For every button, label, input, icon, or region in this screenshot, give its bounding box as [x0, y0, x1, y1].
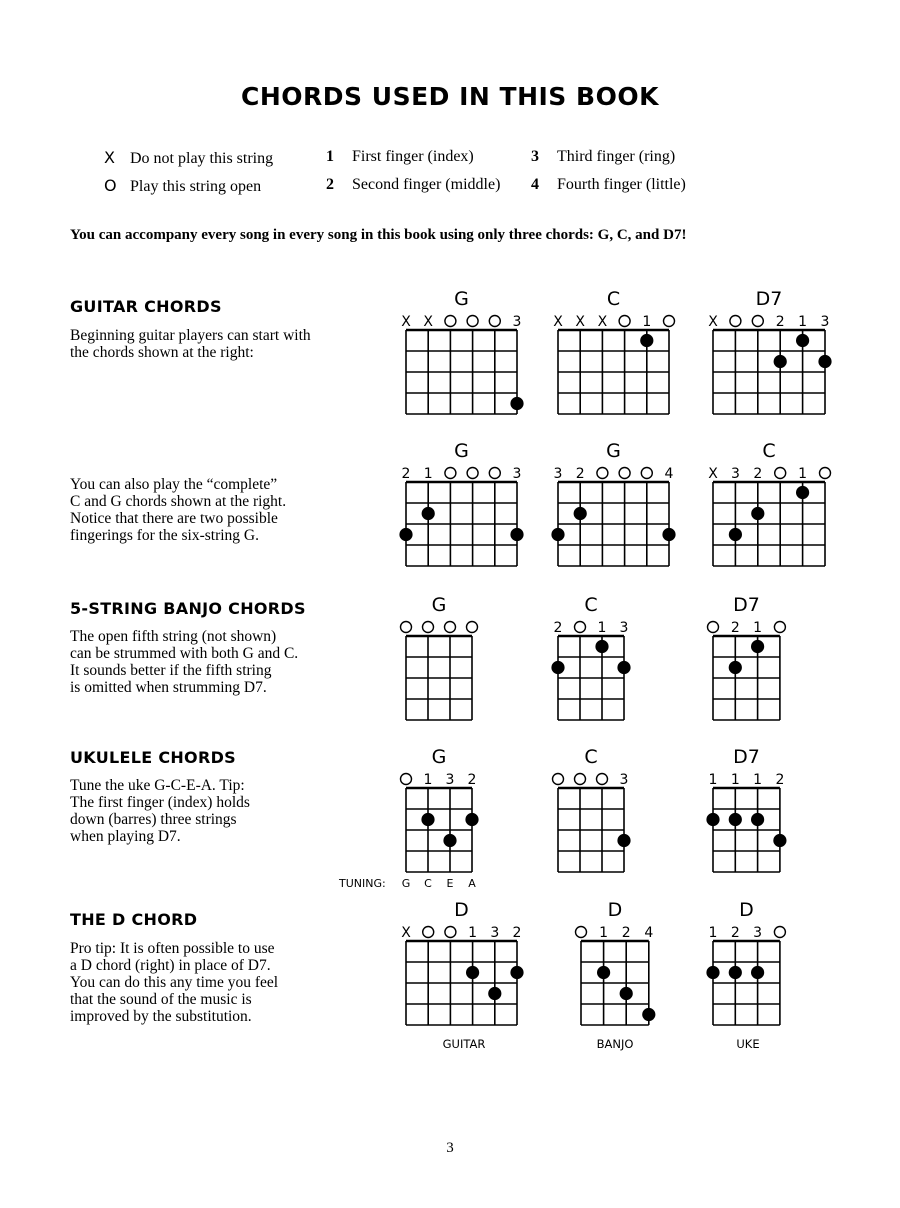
chord-name: C: [584, 594, 598, 616]
muted-string-icon: X: [401, 314, 411, 330]
muted-string-icon: X: [708, 314, 718, 330]
finger-number: 2: [621, 925, 631, 941]
finger-number: 1: [599, 925, 609, 941]
finger-number: 2: [512, 925, 522, 941]
finger-dot: [706, 813, 719, 826]
finger-dot: [796, 486, 809, 499]
instrument-caption: BANJO: [596, 1037, 634, 1051]
chord-name: C: [606, 288, 621, 310]
ukulele-tuning: [338, 877, 476, 890]
finger-dot: [574, 507, 587, 520]
finger-number: 1: [597, 620, 607, 636]
finger-number: 1: [423, 772, 433, 788]
chord-diagram-4: [551, 440, 675, 566]
finger-number: 3: [553, 466, 563, 482]
open-string-icon: [664, 316, 675, 327]
d-chord-text: Pro tip: It is often possible to use a D chord (right) in place of D7. You can do this any time you feel that the sound of the music is improved by the substitution.: [70, 940, 279, 1025]
chord-name: D: [454, 899, 469, 921]
finger-dot: [422, 507, 435, 520]
finger-dot: [595, 640, 608, 653]
finger-number: 2: [575, 466, 585, 482]
open-string-icon: [467, 622, 478, 633]
finger-dot: [488, 987, 501, 1000]
finger-dot: [729, 661, 742, 674]
chord-diagram-6: [401, 594, 478, 720]
open-string-icon: [401, 622, 412, 633]
chord-name: C: [584, 746, 598, 768]
legend-item-4: 4 Fourth finger (little): [531, 176, 686, 193]
finger-dot: [510, 528, 523, 541]
tuning-label: TUNING:: [339, 877, 386, 890]
finger-number: 2: [730, 925, 740, 941]
finger-number: 1: [642, 314, 652, 330]
finger-number: 1: [423, 466, 433, 482]
banjo-chords-text: The open fifth string (not shown) can be strummed with both G and C. It sounds better if the fifth string is omitted when strumming D7.: [70, 628, 299, 696]
muted-string-icon: X: [575, 314, 585, 330]
legend-item-1: 1 First finger (index): [326, 148, 474, 165]
finger-number: 1: [708, 925, 718, 941]
open-string-icon: [576, 927, 587, 938]
open-string-icon: [467, 316, 478, 327]
finger-number: 1: [798, 466, 808, 482]
open-string-icon: [445, 622, 456, 633]
finger-dot: [751, 813, 764, 826]
open-string-icon: [708, 622, 719, 633]
finger-number: 2: [401, 466, 411, 482]
finger-number: 3: [753, 925, 763, 941]
open-string-icon: [641, 468, 652, 479]
open-string-icon: [774, 622, 785, 633]
finger-number: 1: [730, 772, 740, 788]
finger-number: 3: [445, 772, 455, 788]
page-number: 3: [446, 1140, 454, 1156]
finger-number: 3: [619, 620, 629, 636]
finger-dot: [662, 528, 675, 541]
legend-item-3: 3 Third finger (ring): [531, 148, 676, 165]
tuning-note: C: [424, 877, 432, 890]
finger-dot: [465, 813, 478, 826]
finger-dot: [620, 987, 633, 1000]
finger-dot: [510, 966, 523, 979]
legend-item-2: 2 Second finger (middle): [326, 176, 501, 193]
finger-dot: [551, 528, 564, 541]
open-string-icon: [489, 468, 500, 479]
finger-number: 2: [775, 314, 785, 330]
open-string-icon: [597, 468, 608, 479]
finger-dot: [729, 528, 742, 541]
muted-string-icon: X: [401, 925, 411, 941]
chord-diagram-1: [553, 288, 674, 414]
banjo-chords-heading: 5-STRING BANJO CHORDS: [70, 599, 306, 618]
open-string-icon: [445, 927, 456, 938]
finger-dot: [640, 334, 653, 347]
chord-diagram-2: [708, 288, 831, 414]
muted-string-icon: X: [708, 466, 718, 482]
open-string-icon: [820, 468, 831, 479]
finger-dot: [796, 334, 809, 347]
d-chord-heading: THE D CHORD: [70, 910, 198, 929]
legend-item-x: X Do not play this string: [104, 148, 274, 167]
chord-name: D7: [755, 288, 783, 310]
finger-dot: [617, 661, 630, 674]
finger-dot: [729, 813, 742, 826]
chord-name: G: [431, 746, 447, 768]
finger-dot: [399, 528, 412, 541]
finger-number: 3: [820, 314, 830, 330]
chord-name: G: [454, 440, 469, 462]
finger-dot: [510, 397, 523, 410]
finger-number: 3: [730, 466, 740, 482]
legend-item-o: O Play this string open: [104, 176, 262, 195]
muted-string-icon: X: [597, 314, 608, 330]
finger-number: 3: [490, 925, 500, 941]
finger-dot: [421, 813, 434, 826]
open-string-icon: [575, 622, 586, 633]
chord-diagram-10: [553, 746, 631, 872]
chord-diagram-14: [706, 899, 785, 1025]
chord-diagram-11: [706, 746, 786, 872]
finger-dot: [443, 834, 456, 847]
finger-dot: [818, 355, 831, 368]
finger-dot: [642, 1008, 655, 1021]
finger-number: 2: [753, 466, 763, 482]
instrument-caption: GUITAR: [442, 1037, 486, 1051]
finger-number: 1: [468, 925, 478, 941]
chord-diagram-12: [401, 899, 523, 1025]
chord-diagram-7: [551, 594, 630, 720]
tuning-note: E: [446, 877, 454, 890]
ukulele-chords-heading: UKULELE CHORDS: [70, 748, 236, 767]
guitar-chords-text: Beginning guitar players can start with the chords shown at the right:: [70, 327, 311, 361]
open-string-icon: [730, 316, 741, 327]
chord-name: D7: [733, 746, 760, 768]
chord-name: G: [431, 594, 447, 616]
chord-diagram-13: [576, 899, 656, 1025]
finger-dot: [774, 355, 787, 368]
open-string-icon: [445, 468, 456, 479]
chord-name: G: [454, 288, 469, 310]
open-string-icon: [445, 316, 456, 327]
open-string-icon: [401, 774, 412, 785]
finger-number: 1: [753, 620, 763, 636]
open-string-icon: [774, 927, 785, 938]
open-string-icon: [553, 774, 564, 785]
open-string-icon: [619, 316, 630, 327]
instrument-caption: UKE: [736, 1037, 760, 1051]
chord-name: C: [762, 440, 776, 462]
finger-dot: [617, 834, 630, 847]
chord-name: D: [607, 899, 623, 921]
open-string-icon: [597, 774, 608, 785]
finger-number: 4: [644, 925, 654, 941]
finger-number: 2: [730, 620, 740, 636]
finger-number: 3: [512, 466, 522, 482]
chord-name: G: [606, 440, 621, 462]
x-marker-icon: X: [104, 148, 115, 167]
open-string-icon: [467, 468, 478, 479]
chord-diagram-3: [399, 440, 523, 566]
chord-diagram-8: [708, 594, 786, 720]
finger-dot: [466, 966, 479, 979]
finger-dot: [706, 966, 719, 979]
finger-number: 3: [512, 314, 522, 330]
open-circle-icon: O: [104, 176, 117, 195]
finger-dot: [751, 966, 764, 979]
tuning-note: A: [468, 877, 476, 890]
open-string-icon: [423, 622, 434, 633]
finger-dot: [751, 640, 764, 653]
finger-number: 1: [708, 772, 718, 788]
guitar-chords-heading: GUITAR CHORDS: [70, 297, 222, 316]
finger-number: 2: [467, 772, 477, 788]
finger-dot: [773, 834, 786, 847]
complete-chords-text: You can also play the “complete” C and G chords shown at the right. Notice that there are two possible fingerings for the six-string G.: [70, 476, 287, 544]
tuning-note: G: [401, 877, 411, 890]
muted-string-icon: X: [553, 314, 563, 330]
chord-name: D: [739, 899, 754, 921]
finger-number: 1: [753, 772, 763, 788]
chord-diagram-5: [708, 440, 830, 566]
finger-dot: [751, 507, 764, 520]
ukulele-chords-text: Tune the uke G-C-E-A. Tip: The first finger (index) holds down (barres) three strings when playing D7.: [70, 777, 250, 845]
page-title: CHORDS USED IN THIS BOOK: [241, 82, 659, 111]
open-string-icon: [775, 468, 786, 479]
finger-number: 3: [619, 772, 629, 788]
open-string-icon: [619, 468, 630, 479]
open-string-icon: [423, 927, 434, 938]
finger-number: 2: [775, 772, 785, 788]
finger-number: 4: [664, 466, 674, 482]
muted-string-icon: X: [423, 314, 433, 330]
chord-name: D7: [733, 594, 760, 616]
intro-text: You can accompany every song in every song in this book using only three chords: G, C, and D7!: [70, 227, 687, 243]
finger-number: 1: [798, 314, 808, 330]
open-string-icon: [752, 316, 763, 327]
open-string-icon: [489, 316, 500, 327]
chord-diagram-9: [401, 746, 479, 872]
finger-dot: [551, 661, 564, 674]
finger-number: 2: [553, 620, 563, 636]
chord-diagram-0: [401, 288, 523, 414]
open-string-icon: [575, 774, 586, 785]
finger-dot: [729, 966, 742, 979]
finger-dot: [597, 966, 610, 979]
